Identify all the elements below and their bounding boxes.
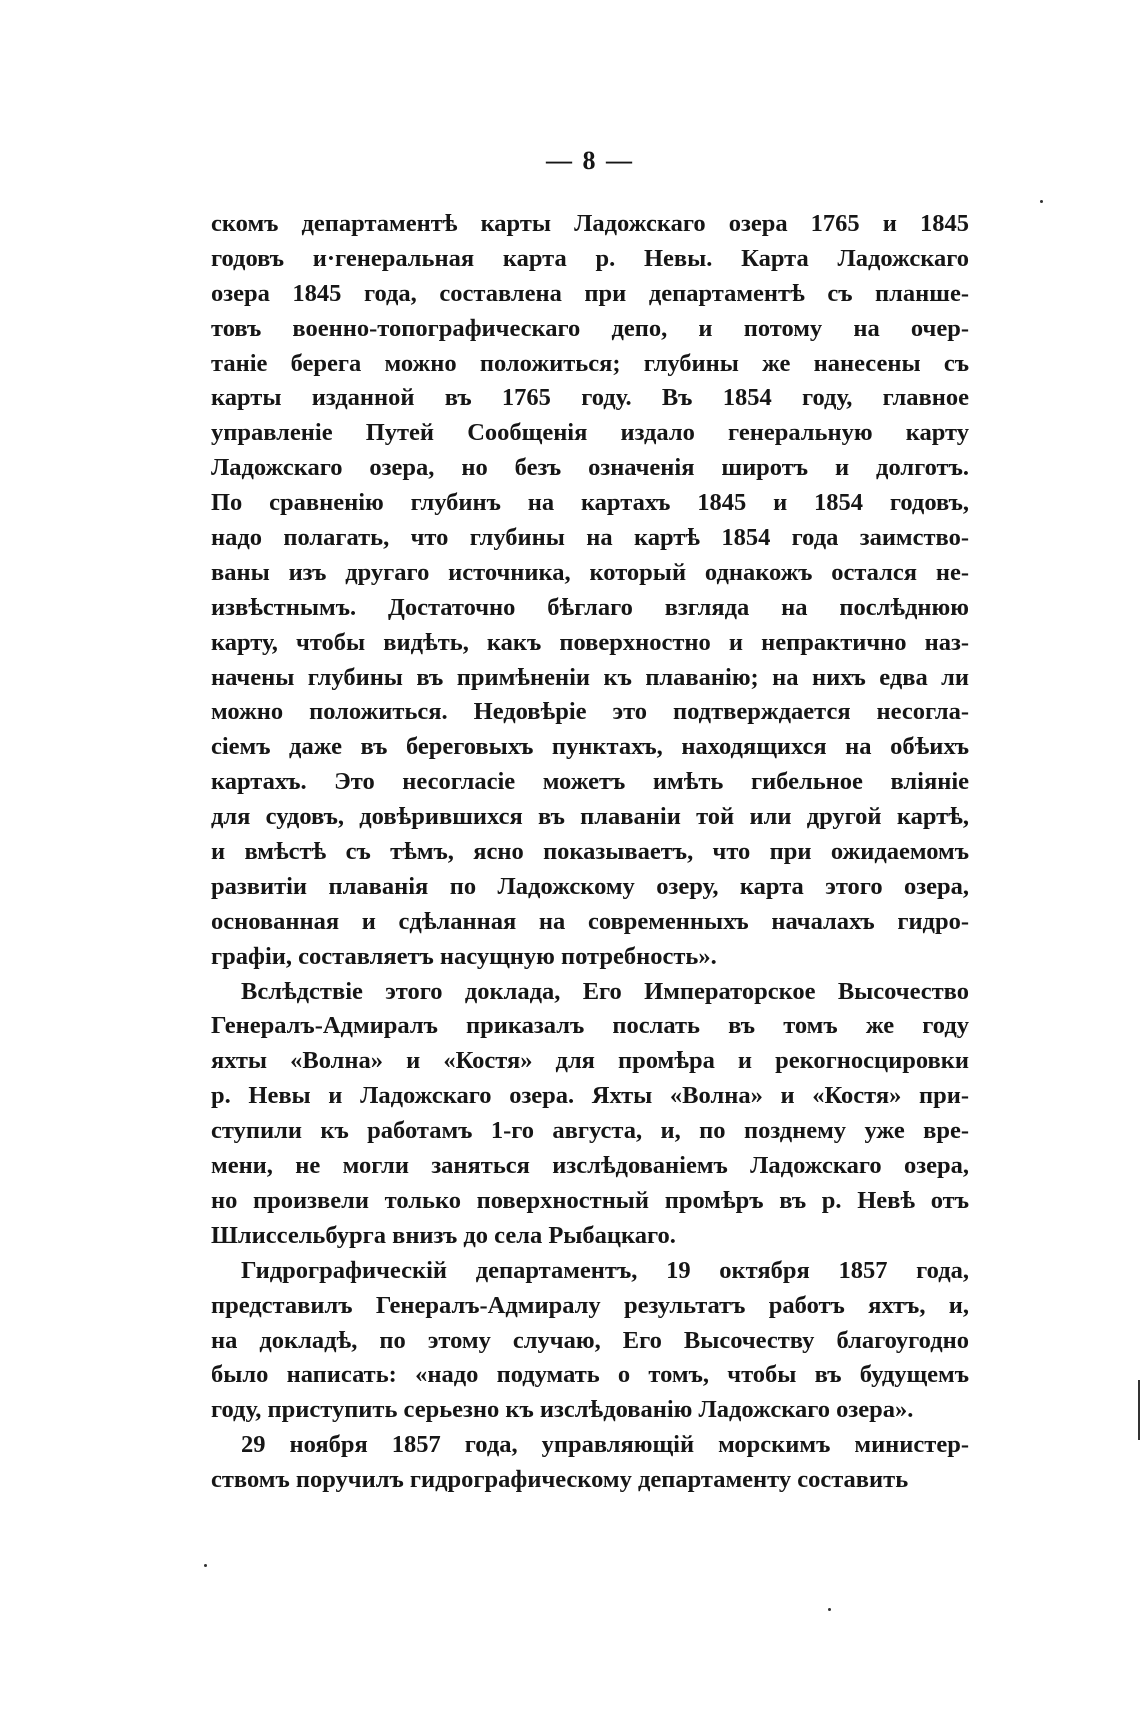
text-line: было написать: «надо подумать о томъ, чтобы въ будущемъ — [211, 1361, 969, 1389]
text-line: По сравненію глубинъ на картахъ 1845 и 1854 годовъ, — [211, 489, 969, 517]
text-line: картахъ. Это несогласіе можетъ имѣть гибельное вліяніе — [211, 768, 969, 796]
text-line: но произвели только поверхностный промѣръ въ р. Невѣ отъ — [211, 1186, 969, 1214]
text-line: представилъ Генералъ-Адмиралу результатъ работъ яхтъ, и, — [211, 1291, 969, 1319]
paragraph — [211, 975, 969, 1254]
text-line: ваны изъ другаго источника, который однакожъ остался не- — [211, 558, 969, 586]
text-line: 29 ноября 1857 года, управляющій морскимъ министер- — [241, 1431, 969, 1459]
text-line: управленіе Путей Сообщенія издало генеральную карту — [211, 419, 969, 447]
text-line: озера 1845 года, составлена при департаментѣ съ планше- — [211, 279, 969, 307]
text-line: ствомъ поручилъ гидрографическому департаменту составить — [211, 1466, 909, 1494]
page-number: — 8 — — [546, 146, 634, 175]
text-line: скомъ департаментѣ карты Ладожскаго озера 1765 и 1845 — [211, 210, 969, 237]
scan-speck — [828, 1608, 831, 1611]
text-line: развитіи плаванія по Ладожскому озеру, карта этого озера, — [211, 872, 969, 900]
text-line: р. Невы и Ладожскаго озера. Яхты «Волна» и «Костя» при- — [211, 1082, 969, 1110]
text-line: извѣстнымъ. Достаточно бѣглаго взгляда на послѣднюю — [211, 593, 969, 621]
text-line: карту, чтобы видѣть, какъ поверхностно и непрактично наз- — [211, 628, 969, 656]
text-line: графіи, составляетъ насущную потребность». — [211, 942, 717, 970]
text-line: мени, не могли заняться изслѣдованіемъ Ладожскаго озера, — [211, 1152, 969, 1180]
scan-speck — [1040, 200, 1043, 203]
text-line: основанная и сдѣланная на современныхъ началахъ гидро- — [211, 907, 969, 935]
text-line: Гидрографическій департаментъ, 19 октября 1857 года, — [241, 1256, 969, 1284]
text-line: можно положиться. Недовѣріе это подтверждается несогла- — [211, 698, 969, 726]
text-line: ступили къ работамъ 1-го августа, и, по позднему уже вре- — [211, 1117, 969, 1145]
text-line: надо полагать, что глубины на картѣ 1854 года заимство- — [211, 524, 969, 552]
text-line: годовъ и·генеральная карта р. Невы. Карта Ладожскаго — [211, 244, 969, 272]
text-line: сіемъ даже въ береговыхъ пунктахъ, находящихся на обѣихъ — [211, 733, 969, 761]
text-line: Генералъ-Адмиралъ приказалъ послать въ томъ же году — [211, 1012, 969, 1040]
text-line: Вслѣдствіе этого доклада, Его Императорское Высочество — [241, 977, 969, 1005]
text-line: Шлиссельбурга внизъ до села Рыбацкаго. — [211, 1221, 676, 1249]
body-text — [211, 207, 969, 1498]
text-line: на докладѣ, по этому случаю, Его Высочеству благоугодно — [211, 1326, 969, 1354]
scan-speck — [204, 1564, 207, 1567]
paragraph — [211, 207, 969, 975]
text-line: для судовъ, довѣрившихся въ плаваніи той или другой картѣ, — [211, 803, 969, 831]
text-line: яхты «Волна» и «Костя» для промѣра и рекогносцировки — [211, 1047, 969, 1075]
text-line: начены глубины въ примѣненіи къ плаванію; на нихъ едва ли — [211, 663, 969, 691]
text-line: и вмѣстѣ съ тѣмъ, ясно показываетъ, что при ожидаемомъ — [211, 838, 969, 866]
text-line: карты изданной въ 1765 году. Въ 1854 году, главное — [211, 384, 969, 412]
paragraph — [211, 1254, 969, 1428]
text-line: году, приступить серьезно къ изслѣдованію Ладожскаго озера». — [211, 1396, 914, 1424]
paragraph — [211, 1428, 969, 1498]
text-line: таніе берега можно положиться; глубины же нанесены съ — [211, 349, 969, 377]
text-line: товъ военно-топографическаго депо, и потому на очер- — [211, 314, 969, 342]
text-line: Ладожскаго озера, но безъ означенія широтъ и долготъ. — [211, 454, 969, 482]
